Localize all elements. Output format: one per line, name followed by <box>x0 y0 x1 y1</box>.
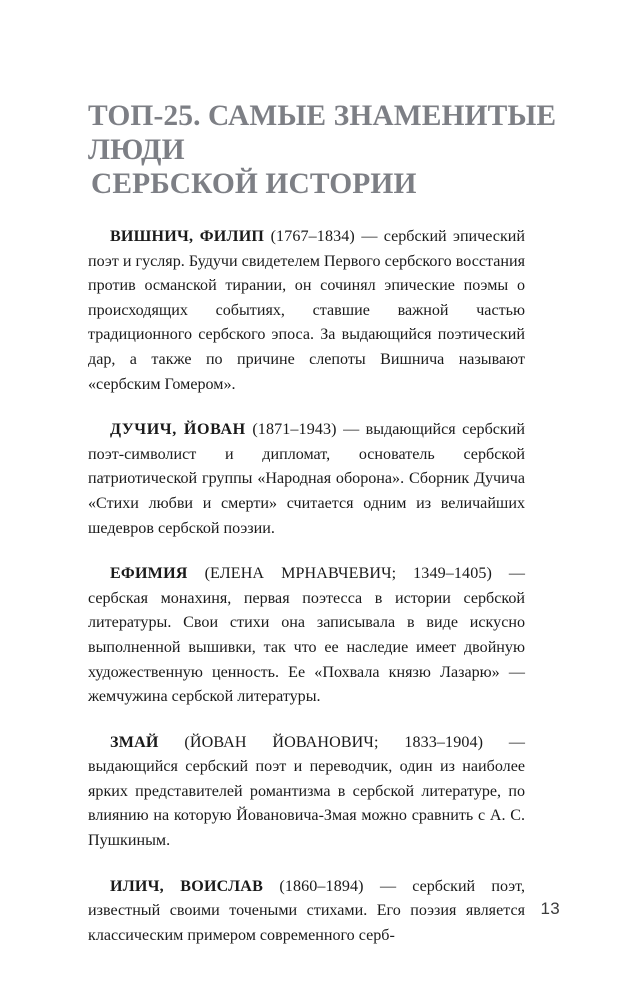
entry-duchich <box>88 418 525 541</box>
entry-body: — сербский эпический поэт и гусляр. Будучи свидетелем Первого сербского восстания против османской тирании, он сочинял эпические поэмы о происходящих событиях, ставшие важной частью традиционного сербского эпоса. За выдающийся поэтический дар, а также по причине слепоты Вишнича называют «сербским Гомером». <box>88 228 525 393</box>
entry-name: ИЛИЧ, ВОИСЛАВ <box>110 877 264 895</box>
entry-body: — сербский поэт, известный своими точеными стихами. Его поэзия является классическим примером современного серб- <box>88 877 525 944</box>
entry-body: — выдающийся сербский поэт-символист и дипломат, основатель сербской патриотической группы «Народная оборона». Сборник Дучича «Стихи любви и смерти» считается одним из величайших шедевров сербской поэзии. <box>88 421 525 537</box>
entry-name: ДУЧИЧ, ЙОВАН <box>110 421 246 439</box>
entry-dates: (ЕЛЕНА МРНАВЧЕВИЧ; 1349–1405) <box>187 565 509 583</box>
entry-name: ВИШНИЧ, ФИЛИП <box>110 228 265 245</box>
entry-list <box>88 225 525 948</box>
page-content <box>88 99 557 948</box>
entry-name: ЗМАЙ <box>110 733 159 751</box>
entry-body: — сербская монахиня, первая поэтесса в истории сербской литературы. Свои стихи она записывала в виде искусно выполненной вышивки, так что ее наследие имеет двойную художественную ценность. Ее «Похвала князю Лазарю» — жемчужина сербской литературы. <box>88 565 525 706</box>
chapter-title <box>88 99 557 201</box>
entry-zmay <box>88 731 525 854</box>
chapter-title-line-1: ТОП-25. САМЫЕ ЗНАМЕНИТЫЕ <box>88 100 557 132</box>
entry-vishnich <box>88 225 525 397</box>
chapter-title-line-3: СЕРБСКОЙ ИСТОРИИ <box>91 168 417 200</box>
page-number: 13 <box>540 899 560 918</box>
entry-ilich <box>88 875 525 949</box>
entry-dates: (1767–1834) <box>264 228 362 245</box>
entry-body: — выдающийся сербский поэт и переводчик, один из наиболее ярких представителей романтизма в сербской литературе, по влиянию на которую Йовановича-Змая можно сравнить с А. С. Пушкиным. <box>88 733 525 850</box>
entry-name: ЕФИМИЯ <box>110 565 188 583</box>
entry-efimiya <box>88 562 525 710</box>
entry-dates: (1860–1894) <box>263 877 380 895</box>
entry-dates: (ЙОВАН ЙОВАНОВИЧ; 1833–1904) <box>158 733 509 751</box>
chapter-title-line-2: ЛЮДИ <box>88 134 185 166</box>
entry-dates: (1871–1943) <box>245 421 344 439</box>
